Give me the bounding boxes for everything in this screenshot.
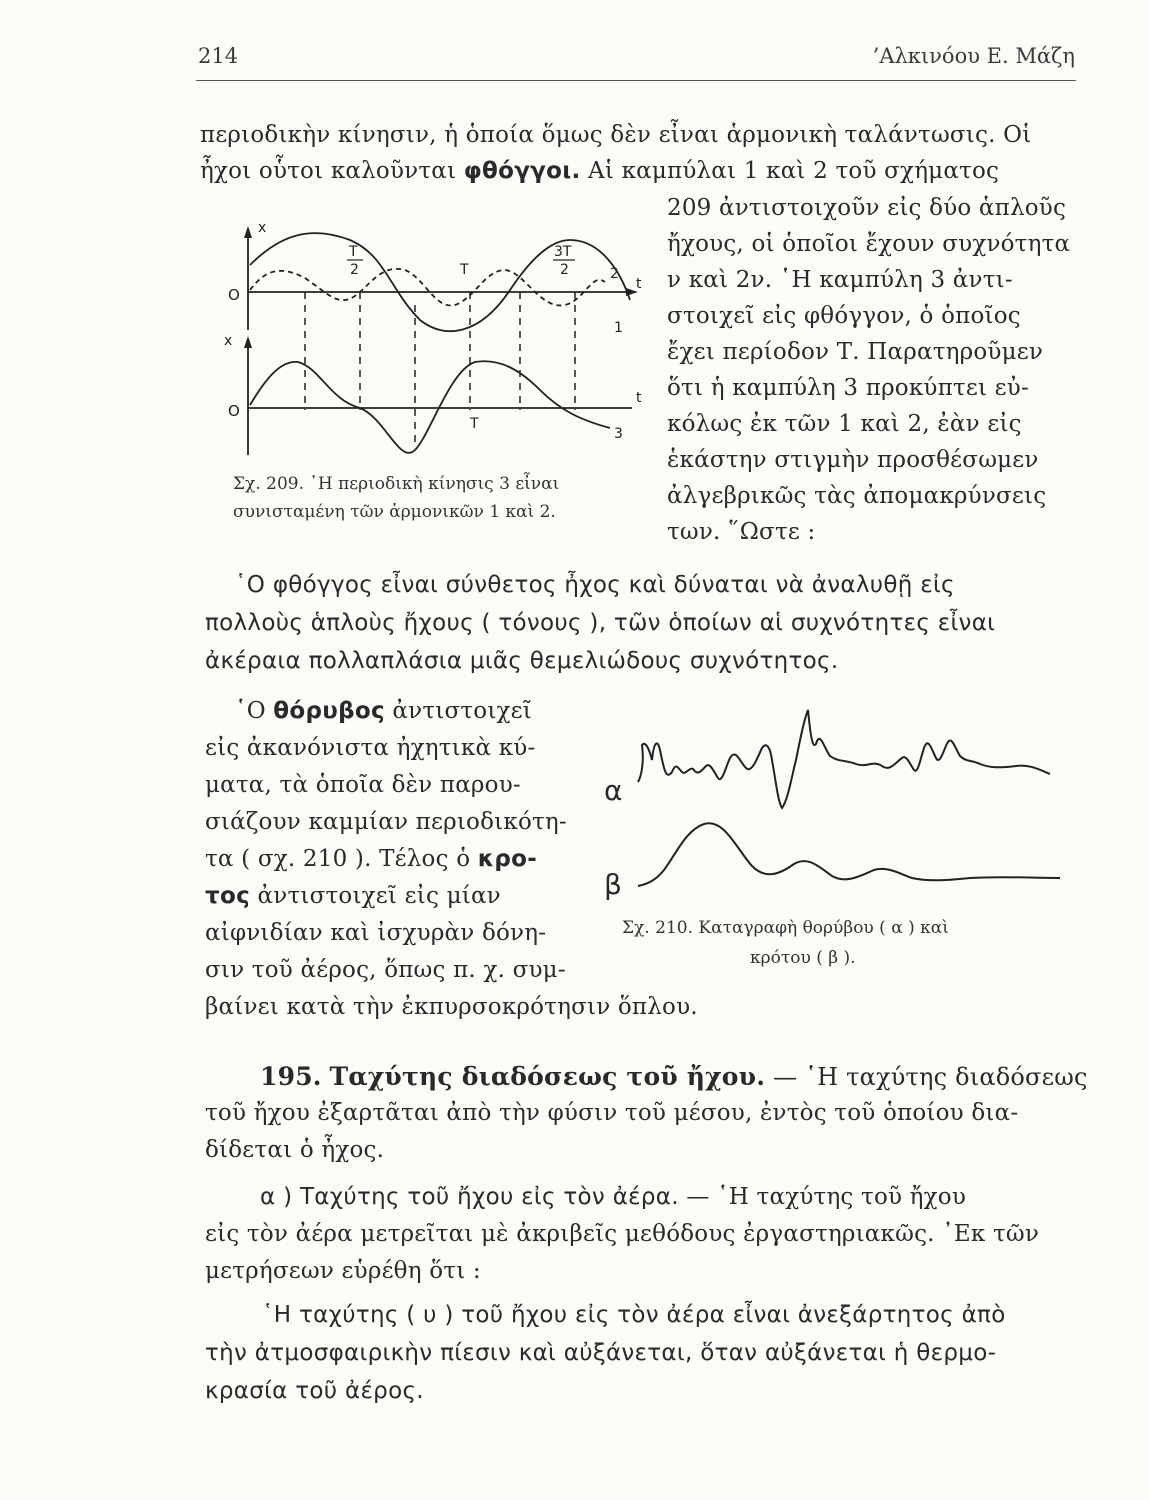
noise-recording — [638, 710, 1050, 808]
text-span: ἀντιστοιχεῖ εἰς μίαν — [250, 883, 501, 909]
curve-label: 1 — [614, 320, 623, 336]
term-krotos: τος — [205, 883, 251, 909]
text-line: αἰφνιδίαν καὶ ἰσχυρὰν δόνη- — [205, 920, 547, 946]
figure-209-caption: Σχ. 209. ῾Η περιοδικὴ κίνησις 3 εἶναι — [233, 474, 560, 494]
figure-209-caption: συνισταμένη τῶν ἁρμονικῶν 1 καὶ 2. — [233, 502, 556, 522]
crack-recording — [638, 823, 1060, 886]
text-line: εἰς τὸν ἀέρα μετρεῖται μὲ ἀκριβεῖς μεθόδους ἐργαστηριακῶς. ᾿Εκ τῶν — [205, 1221, 1040, 1247]
text-line — [205, 846, 537, 872]
text-span: ῾Ο — [235, 698, 274, 724]
axis-label: x — [258, 220, 267, 236]
text-line: σιν τοῦ ἀέρος, ὅπως π. χ. συμ- — [205, 957, 566, 983]
text-line: σιάζουν καμμίαν περιοδικότη- — [205, 809, 567, 835]
text-line: των. ῞Ωστε : — [667, 519, 816, 545]
text-line: περιοδικὴν κίνησιν, ἡ ὁποία ὅμως δὲν εἶναι ἁρμονικὴ ταλάντωσις. Οἱ — [200, 122, 1032, 148]
text-line: ἑκάστην στιγμὴν προσθέσωμεν — [667, 447, 1039, 473]
axis-label: O — [228, 402, 240, 420]
axis-label: t — [636, 390, 642, 406]
axis-label: 2 — [560, 262, 569, 278]
text-line: κόλως ἐκ τῶν 1 καὶ 2, ἐὰν εἰς — [667, 411, 1022, 437]
term-phthongoi: φθόγγοι. — [463, 158, 581, 184]
axis-label: t — [636, 276, 642, 292]
emphasis-line: ῾Ο φθόγγος εἶναι σύνθετος ἦχος καὶ δύναται νὰ ἀναλυθῇ εἰς — [235, 572, 955, 598]
text-span: ἦχοι οὗτοι καλοῦνται — [200, 158, 464, 184]
curve-2 — [250, 269, 605, 306]
header-rule — [196, 80, 1076, 81]
emphasis-line: τὴν ἀτμοσφαιρικὴν πίεσιν καὶ αὐξάνεται, ὅταν αὐξάνεται ἡ θερμο- — [205, 1340, 997, 1366]
bottom-axis-arrow-icon — [244, 336, 252, 348]
text-line — [260, 1184, 966, 1210]
text-line: μετρήσεων εὑρέθη ὅτι : — [205, 1258, 481, 1284]
figure-209-diagram — [220, 210, 660, 460]
axis-label: 3T — [554, 244, 572, 260]
axis-label: O — [228, 286, 240, 304]
text-line: ν καὶ 2ν. ῾Η καμπύλη 3 ἀντι- — [667, 267, 1013, 293]
figure-210-diagram — [620, 700, 1070, 900]
figure-210-caption: κρότου ( β ). — [750, 948, 856, 968]
curve-label: 2 — [610, 266, 619, 282]
text-line: ἀλγεβρικῶς τὰς ἀπομακρύνσεις — [667, 483, 1047, 509]
top-axis-arrow-icon — [244, 226, 252, 238]
term-thoryvos: θόρυβος — [273, 698, 385, 724]
text-line — [235, 698, 532, 724]
section-title: Ταχύτης διαδόσεως τοῦ ἤχου. — [329, 1062, 766, 1091]
text-line: δίδεται ὁ ἦχος. — [205, 1137, 385, 1163]
term-krotos: κρο- — [477, 846, 538, 872]
noise-label: α — [604, 774, 623, 807]
axis-label: T — [349, 244, 358, 260]
text-span: — ῾Η ταχύτης τοῦ ἤχου — [678, 1184, 967, 1210]
section-number: 195. — [260, 1062, 322, 1091]
text-line — [205, 883, 501, 909]
text-line: 209 ἀντιστοιχοῦν εἰς δύο ἁπλοῦς — [667, 195, 1067, 221]
text-line: τοῦ ἤχου ἐξαρτᾶται ἀπὸ τὴν φύσιν τοῦ μέσου, ἐντὸς τοῦ ὁποίου δια- — [205, 1100, 1019, 1126]
text-span: ἀντιστοιχεῖ — [384, 698, 533, 724]
emphasis-line: ῾Η ταχύτης ( υ ) τοῦ ἤχου εἰς τὸν ἀέρα εἶναι ἀνεξάρτητος ἀπὸ — [262, 1302, 1006, 1328]
curve-3 — [250, 361, 610, 453]
axis-label: x — [224, 333, 233, 349]
text-span: — ῾Η ταχύτης διαδόσεως — [765, 1063, 1088, 1091]
text-line: ἔχει περίοδον Τ. Παρατηροῦμεν — [667, 339, 1044, 365]
text-line: εἰς ἀκανόνιστα ἠχητικὰ κύ- — [205, 735, 536, 761]
text-line: στοιχεῖ εἰς φθόγγον, ὁ ὁποῖος — [667, 303, 1021, 329]
curve-1 — [250, 233, 630, 331]
text-line: ὅτι ἡ καμπύλη 3 προκύπτει εὐ- — [667, 375, 1029, 401]
text-line — [200, 158, 999, 184]
section-heading — [260, 1062, 1088, 1091]
text-span: τα ( σχ. 210 ). Τέλος ὁ — [205, 846, 478, 872]
curve-label: 3 — [614, 426, 623, 442]
running-header-author: ’Αλκινόου Ε. Μάζη — [872, 44, 1075, 68]
page-number: 214 — [198, 44, 239, 68]
text-line: ματα, τὰ ὁποῖα δὲν παρου- — [205, 772, 521, 798]
emphasis-line: κρασία τοῦ ἀέρος. — [205, 1378, 424, 1404]
crack-label: β — [604, 868, 622, 901]
figure-210-caption: Σχ. 210. Καταγραφὴ θορύβου ( α ) καὶ — [622, 918, 949, 938]
axis-label: 2 — [350, 262, 359, 278]
text-line: βαίνει κατὰ τὴν ἐκπυρσοκρότησιν ὅπλου. — [205, 994, 698, 1020]
axis-label: T — [460, 262, 469, 278]
subsection-title: α ) Ταχύτης τοῦ ἤχου εἰς τὸν ἀέρα. — [260, 1184, 679, 1210]
text-span: Αἱ καμπύλαι 1 καὶ 2 τοῦ σχήματος — [580, 158, 1000, 184]
axis-label: T — [470, 416, 479, 432]
emphasis-line: ἀκέραια πολλαπλάσια μιᾶς θεμελιώδους συχνότητος. — [205, 648, 839, 674]
emphasis-line: πολλοὺς ἁπλοὺς ἤχους ( τόνους ), τῶν ὁποίων αἱ συχνότητες εἶναι — [205, 610, 996, 636]
text-line: ἤχους, οἱ ὁποῖοι ἔχουν συχνότητα — [667, 231, 1071, 257]
